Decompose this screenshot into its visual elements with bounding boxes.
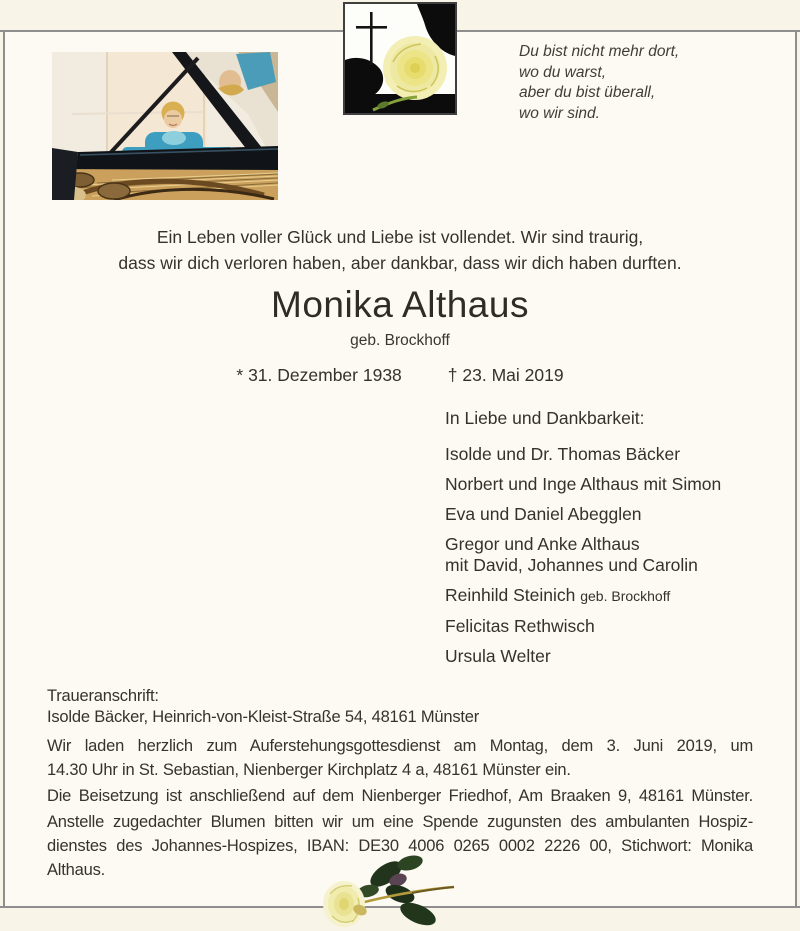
intro-line: dass wir dich verloren haben, aber dankbar, dass wir dich haben durften.: [118, 253, 682, 273]
poem-line: aber du bist überall,: [519, 84, 656, 101]
maiden-name: geb. Brockhoff: [350, 332, 450, 349]
mourner-item: [445, 585, 721, 607]
right-rule-divider: [795, 30, 797, 908]
service-info: [47, 734, 753, 782]
mourner-item: Eva und Daniel Abegglen: [445, 504, 642, 524]
mourners-heading: In Liebe und Dankbarkeit:: [445, 408, 645, 428]
condolence-address: [47, 686, 753, 728]
poem-line: wo du warst,: [519, 63, 607, 81]
life-dates: [0, 365, 800, 386]
donation-line: Althaus.: [47, 861, 106, 879]
service-line: Wir laden herzlich zum Auferstehungsgottesdienst am Montag, dem 3. Juni 2019, um: [47, 737, 753, 755]
mourner-item: [445, 534, 721, 576]
intro-line: Ein Leben voller Glück und Liebe ist vollendet. Wir sind traurig,: [156, 227, 644, 247]
mourner-line: mit David, Johannes und Carolin: [445, 555, 698, 575]
mourner-line: Gregor und Anke Althaus: [445, 534, 640, 554]
address-value: Isolde Bäcker, Heinrich-von-Kleist-Straße 54, 48161 Münster: [47, 708, 480, 726]
donation-line: dienstes des Johannes-Hospizes, IBAN: DE30 4006 0265 0002 2226 00, Stichwort: Monika: [47, 837, 753, 855]
donation-line: Anstelle zugedachter Blumen bitten wir um eine Spende zugunsten des ambulanten Hospiz-: [47, 813, 753, 831]
intro-text: [0, 224, 800, 276]
birth-date: * 31. Dezember 1938: [236, 365, 402, 385]
poem-line: Du bist nicht mehr dort,: [519, 43, 680, 60]
mourner-item: Ursula Welter: [445, 646, 551, 666]
service-line: 14.30 Uhr in St. Sebastian, Nienberger Kirchplatz 4 a, 48161 Münster ein.: [47, 761, 571, 779]
mourner-maiden-name: geb. Brockhoff: [580, 588, 671, 604]
rose-image: [312, 846, 472, 931]
mourner-item: Felicitas Rethwisch: [445, 616, 595, 636]
mourner-name: Reinhild Steinich: [445, 585, 581, 605]
cross-rose-emblem: [343, 2, 457, 115]
burial-line: Die Beisetzung ist anschließend auf dem Nienberger Friedhof, Am Braaken 9, 48161 Münster.: [47, 787, 753, 805]
memorial-poem: [519, 42, 679, 124]
mourner-item: Norbert und Inge Althaus mit Simon: [445, 474, 722, 494]
left-rule-divider: [3, 30, 5, 908]
deceased-name: Monika Althaus: [271, 284, 529, 325]
poem-line: wo wir sind.: [519, 104, 600, 122]
burial-info: [47, 786, 753, 807]
mourner-item: Isolde und Dr. Thomas Bäcker: [445, 444, 681, 464]
mourners-section: [445, 408, 721, 676]
death-date: † 23. Mai 2019: [447, 365, 564, 385]
address-label: Traueranschrift:: [47, 687, 159, 705]
portrait-photo-woman-at-grand-piano: [52, 52, 278, 200]
